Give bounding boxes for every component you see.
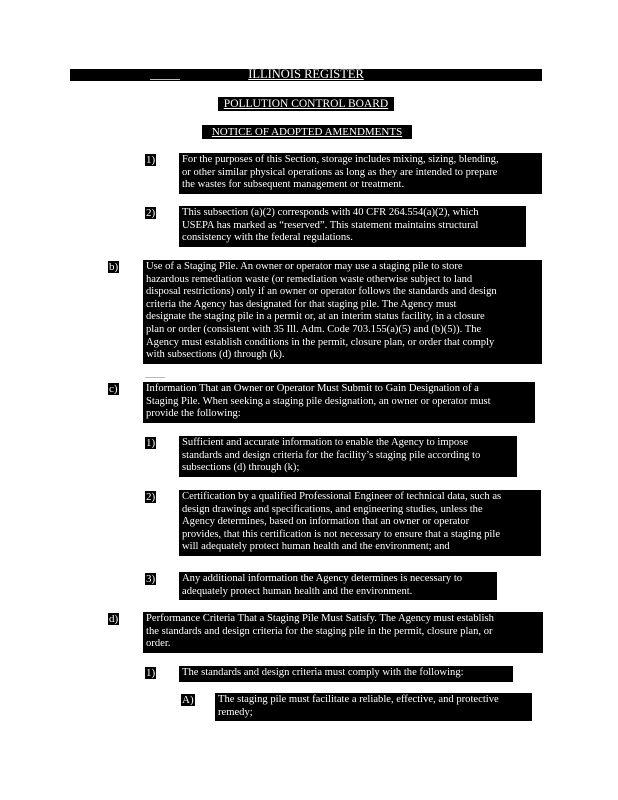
register-title: ILLINOIS REGISTER [248, 67, 364, 81]
text-line: hazardous remediation waste (or remediation waste otherwise subject to land [146, 273, 473, 285]
text-line: Agency must establish conditions in the permit, closure plan, or order that comply [146, 336, 495, 348]
text-line: remedy; [218, 706, 253, 718]
text-line: subsections (d) through (k); [182, 462, 300, 474]
item-label: d) [109, 613, 119, 625]
text-line: Information That an Owner or Operator Must Submit to Gain Designation of a [146, 383, 479, 394]
text-line: disposal restrictions) only if an owner or operator follows the standards and design [146, 286, 497, 298]
text-line: the standards and design criteria for the staging pile in the permit, closure plan, or [146, 625, 493, 637]
text-line: adequately protect human health and the environment. [182, 585, 413, 597]
paragraph-c1 [179, 436, 517, 477]
text-line: Certification by a qualified Professional Engineer of technical data, such as [182, 491, 502, 502]
notice-title: NOTICE OF ADOPTED AMENDMENTS [202, 125, 412, 139]
text-line: designate the staging pile in a permit or, at an interim status facility, in a closure [146, 311, 485, 323]
text-line: order. [146, 638, 171, 650]
paragraph-d [143, 612, 543, 653]
text-line: This subsection (a)(2) corresponds with 40 CFR 264.554(a)(2), which [182, 207, 479, 218]
paragraph-d1a [215, 693, 532, 721]
text-line: plan or order (consistent with 35 Ill. Adm. Code 703.155(a)(5) and (b)(5)). The [146, 323, 482, 335]
item-label: 2) [146, 491, 156, 503]
item-label: 1) [146, 437, 156, 449]
paragraph-a2 [179, 206, 526, 247]
paragraph-c2 [179, 490, 541, 556]
item-label: 1) [146, 154, 156, 166]
paragraph-b [143, 260, 542, 364]
text-line: provides, that this certification is not necessary to ensure that a staging pile [182, 528, 501, 540]
text-line: or other similar physical operations as long as they are intended to prepare [182, 166, 498, 178]
item-label: c) [109, 383, 118, 395]
text-line: USEPA has marked as “reserved”. This statement maintains structural [182, 219, 479, 231]
text-line: Any additional information the Agency determines is necessary to [182, 573, 463, 584]
text-line: Agency determines, based on information that an owner or operator [182, 516, 470, 528]
item-label: b) [109, 261, 119, 273]
text-line: with subsections (d) through (k). [146, 349, 285, 361]
text-line: provide the following: [146, 408, 241, 420]
text-line: the wastes for subsequent management or treatment. [182, 179, 405, 191]
item-label: 3) [146, 573, 156, 585]
text-line: For the purposes of this Section, storage includes mixing, sizing, blending, [182, 154, 499, 165]
item-label: 2) [146, 207, 156, 219]
paragraph-d1 [179, 666, 513, 682]
text-line: Use of a Staging Pile. An owner or operator may use a staging pile to store [146, 261, 463, 272]
text-line: Performance Criteria That a Staging Pile Must Satisfy. The Agency must establish [146, 613, 494, 624]
paragraph-a1 [179, 153, 542, 194]
scan-artifact [145, 377, 165, 378]
text-line: consistency with the federal regulations. [182, 232, 353, 244]
paragraph-c [143, 382, 535, 423]
text-line: The standards and design criteria must comply with the following: [182, 667, 464, 678]
item-label: 1) [146, 667, 156, 679]
text-line: standards and design criteria for the facility’s staging pile according to [182, 449, 481, 461]
item-label: A) [182, 694, 194, 706]
text-line: Sufficient and accurate information to enable the Agency to impose [182, 437, 469, 448]
scan-artifact [150, 79, 180, 80]
board-title: POLLUTION CONTROL BOARD [218, 97, 394, 111]
paragraph-c3 [179, 572, 497, 600]
text-line: will adequately protect human health and the environment; and [182, 541, 450, 553]
text-line: design drawings and specifications, and engineering studies, unless the [182, 503, 483, 515]
text-line: The staging pile must facilitate a reliable, effective, and protective [218, 694, 499, 705]
text-line: Staging Pile. When seeking a staging pile designation, an owner or operator must [146, 395, 491, 407]
text-line: criteria the Agency has designated for that staging pile. The Agency must [146, 298, 457, 310]
